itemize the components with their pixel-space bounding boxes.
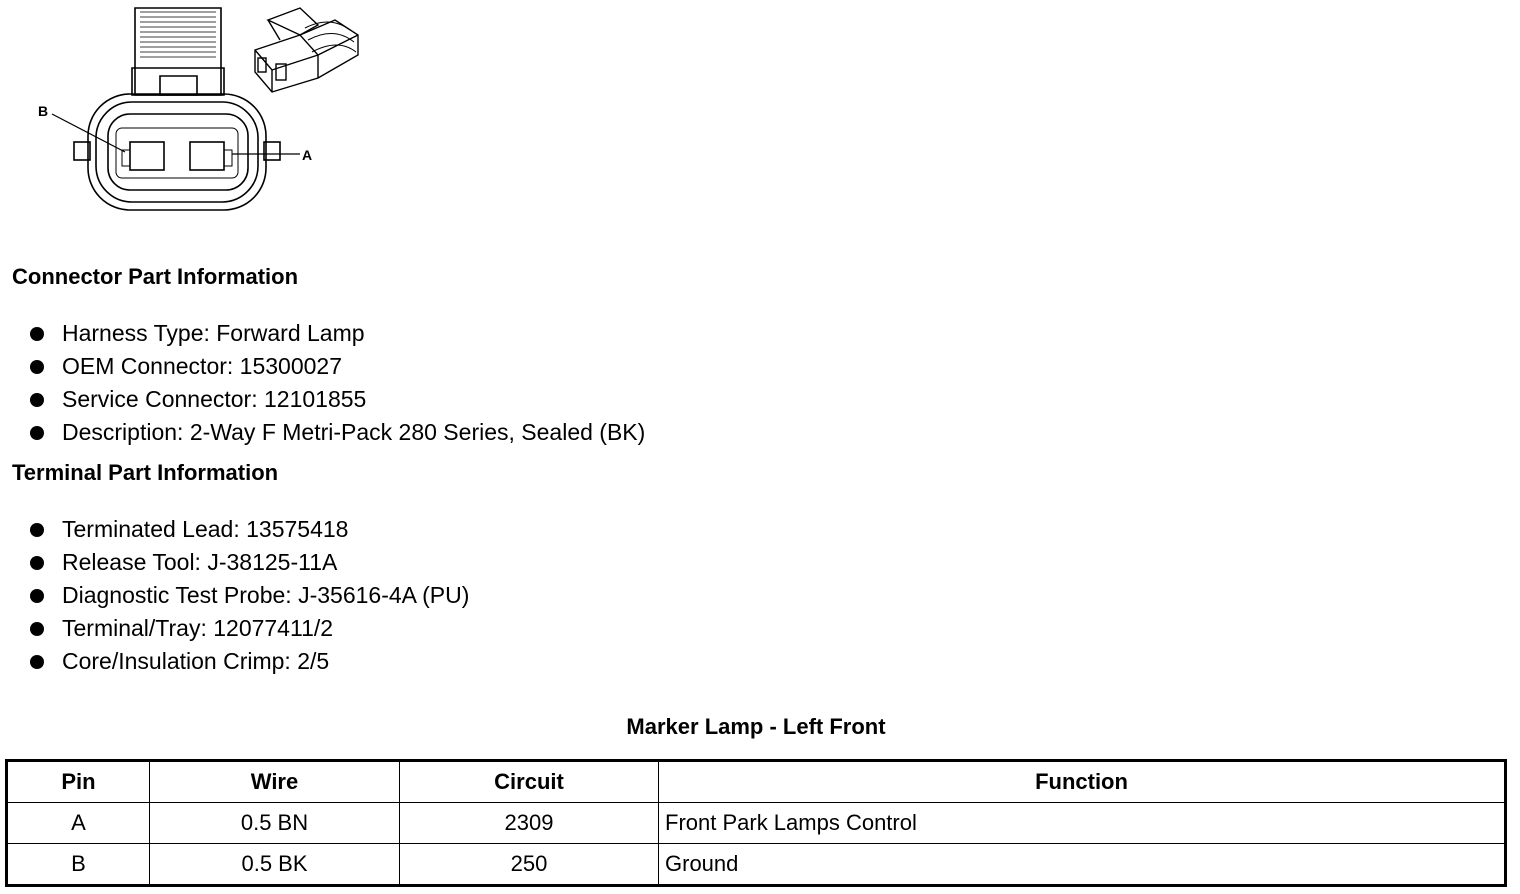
pin-table-title: Marker Lamp - Left Front bbox=[626, 714, 886, 739]
header-function: Function bbox=[659, 761, 1506, 803]
terminal-section-title: Terminal Part Information bbox=[12, 460, 279, 485]
bullet-icon bbox=[30, 426, 44, 440]
cell-circuit: 250 bbox=[400, 844, 659, 886]
table-header-row bbox=[7, 761, 1506, 803]
list-item: Harness Type: Forward Lamp bbox=[30, 317, 645, 350]
cell-function: Front Park Lamps Control bbox=[659, 803, 1506, 844]
bullet-icon bbox=[30, 360, 44, 374]
connector-iso-view bbox=[255, 8, 358, 92]
list-item: Description: 2-Way F Metri-Pack 280 Series, Sealed (BK) bbox=[30, 416, 645, 449]
cell-wire: 0.5 BN bbox=[150, 803, 400, 844]
cell-pin: A bbox=[7, 803, 150, 844]
pin-label-a: A bbox=[302, 147, 313, 163]
cell-wire: 0.5 BK bbox=[150, 844, 400, 886]
list-item: Terminal/Tray: 12077411/2 bbox=[30, 612, 469, 645]
pin-table bbox=[5, 759, 1507, 887]
header-wire: Wire bbox=[150, 761, 400, 803]
header-pin: Pin bbox=[7, 761, 150, 803]
table-row bbox=[7, 844, 1506, 886]
list-item: Service Connector: 12101855 bbox=[30, 383, 645, 416]
bullet-icon bbox=[30, 622, 44, 636]
table-row bbox=[7, 803, 1506, 844]
bullet-icon bbox=[30, 556, 44, 570]
bullet-icon bbox=[30, 655, 44, 669]
bullet-icon bbox=[30, 393, 44, 407]
list-item: Terminated Lead: 13575418 bbox=[30, 513, 469, 546]
connector-section-title: Connector Part Information bbox=[12, 264, 299, 289]
list-item: Release Tool: J-38125-11A bbox=[30, 546, 469, 579]
pin-label-b: B bbox=[38, 103, 49, 119]
connector-info-list bbox=[30, 317, 645, 449]
header-circuit: Circuit bbox=[400, 761, 659, 803]
bullet-icon bbox=[30, 589, 44, 603]
bullet-icon bbox=[30, 523, 44, 537]
cell-pin: B bbox=[7, 844, 150, 886]
list-item: OEM Connector: 15300027 bbox=[30, 350, 645, 383]
cell-function: Ground bbox=[659, 844, 1506, 886]
list-item: Diagnostic Test Probe: J-35616-4A (PU) bbox=[30, 579, 469, 612]
cell-circuit: 2309 bbox=[400, 803, 659, 844]
connector-diagram bbox=[0, 0, 400, 230]
terminal-info-list bbox=[30, 513, 469, 678]
list-item: Core/Insulation Crimp: 2/5 bbox=[30, 645, 469, 678]
bullet-icon bbox=[30, 327, 44, 341]
